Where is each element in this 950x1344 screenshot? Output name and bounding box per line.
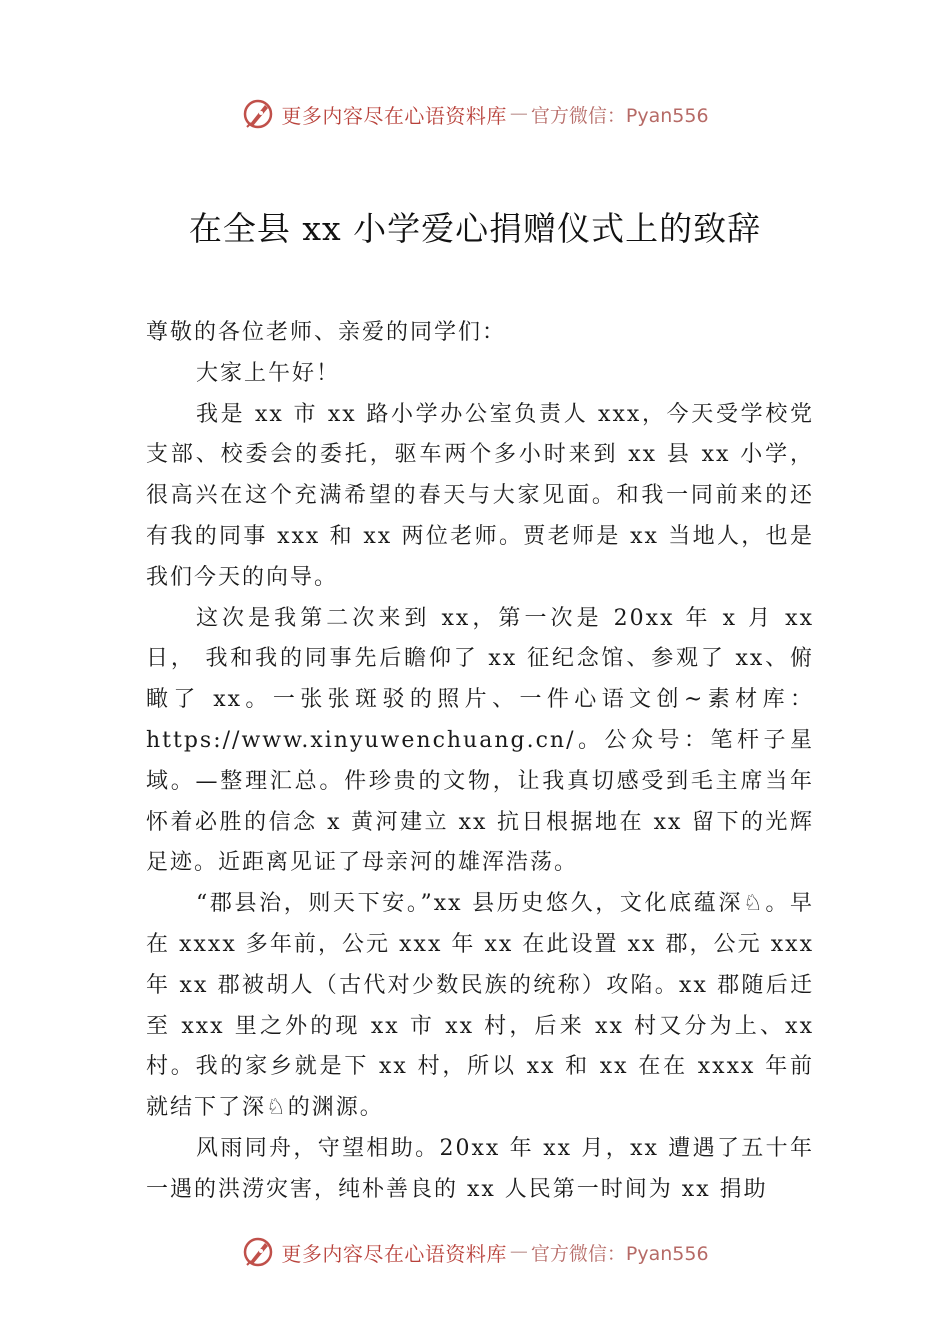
paragraph: 这次是我第二次来到 xx，第一次是 20xx 年 x 月 xx 日， 我和我的同事先后瞻仰了 xx 征纪念馆、参观了 xx、俯瞰了 xx。一张张斑驳的照片、一件心语文创~素材库：https://www.xinyuwenchuang.cn/。公众号：笔杆子星域。—整理汇总。件珍贵的文物，让我真切感受到毛主席当年怀着必胜的信念 x 黄河建立 xx 抗日根据地在 xx 留下的光辉足迹。近距离见证了母亲河的雄浑浩荡。 [146, 605, 814, 876]
footer-banner [0, 1232, 950, 1272]
header-banner-text: 更多内容尽在心语资料库 [281, 103, 507, 128]
header-banner-separator: — [510, 105, 527, 122]
greeting: 尊敬的各位老师、亲爱的同学们： [146, 320, 507, 345]
footer-banner-separator: — [510, 1243, 527, 1260]
document-title: 在全县 xx 小学爱心捐赠仪式上的致辞 [188, 209, 762, 248]
footer-banner-wechat: 官方微信：Pyan556 [530, 1242, 709, 1265]
footer-banner-text: 更多内容尽在心语资料库 [281, 1241, 507, 1266]
header-banner [0, 94, 950, 134]
paragraph: 大家上午好！ [196, 360, 341, 386]
paragraph: 风雨同舟，守望相助。20xx 年 xx 月，xx 遭遇了五十年一遇的洪涝灾害，纯朴善良的 xx 人民第一时间为 xx 捐助 [146, 1135, 814, 1202]
paragraph: “郡县治，则天下安。”xx 县历史悠久，文化底蕴深♘。早在 xxxx 多年前，公元 xxx 年 xx 在此设置 xx 郡，公元 xxx 年 xx 郡被胡人（古代对少数民族的统称）攻陷。xx 郡随后迁至 xxx 里之外的现 xx 市 xx 村，后来 xx 村又分为上、xx 村。我的家乡就是下 xx 村，所以 xx 和 xx 在在 xxxx 年前就结下了深♘的渊源。 [146, 891, 814, 1121]
header-banner-wechat: 官方微信：Pyan556 [530, 104, 709, 127]
document-body [146, 313, 814, 1211]
pen-logo-icon [241, 1235, 275, 1269]
pen-logo-icon [241, 97, 275, 131]
paragraph: 我是 xx 市 xx 路小学办公室负责人 xxx，今天受学校党支部、校委会的委托，驱车两个多小时来到 xx 县 xx 小学，很高兴在这个充满希望的春天与大家见面。和我一同前来的还有我的同事 xxx 和 xx 两位老师。贾老师是 xx 当地人，也是我们今天的向导。 [146, 401, 814, 590]
